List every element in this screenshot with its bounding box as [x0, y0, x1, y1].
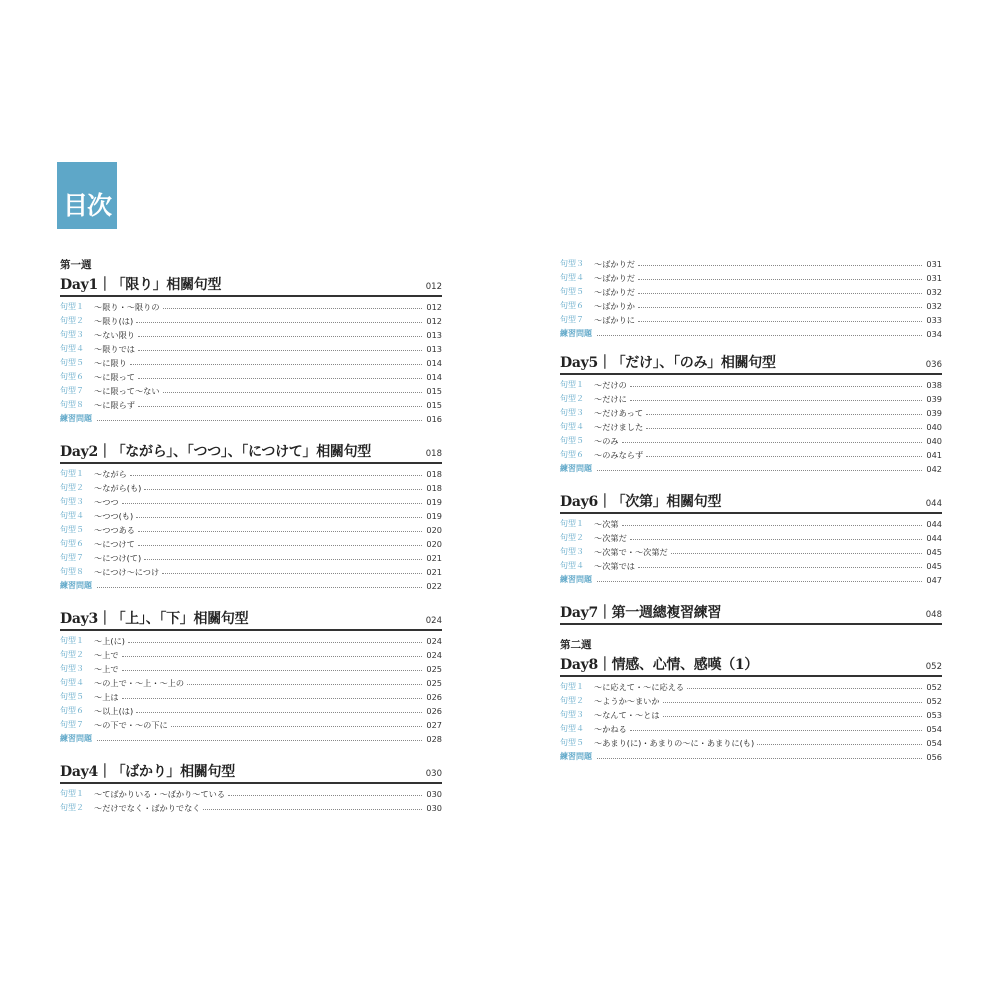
dot-leader [163, 392, 423, 393]
toc-entry[interactable] [60, 342, 442, 356]
entry-page-number: 026 [426, 706, 442, 716]
entry-label: 句型６ [560, 450, 584, 459]
toc-entry[interactable] [560, 531, 942, 545]
entry-label: 句型４ [560, 273, 584, 282]
entry-label: 練習問題 [60, 414, 92, 423]
dot-leader [130, 364, 423, 365]
day4-continued-list [560, 254, 942, 341]
entry-page-number: 056 [926, 752, 942, 762]
day-heading[interactable] [560, 350, 942, 375]
entry-page-number: 031 [926, 273, 942, 283]
entry-page-number: 027 [426, 720, 442, 730]
entry-label: 句型６ [60, 372, 84, 381]
entry-text: 〜だけました [594, 422, 644, 432]
entry-page-number: 025 [426, 678, 442, 688]
entry-label: 句型３ [60, 330, 84, 339]
entry-label: 練習問題 [560, 329, 592, 338]
day-entries [560, 677, 942, 764]
entry-label: 句型３ [560, 259, 584, 268]
toc-entry[interactable] [60, 467, 442, 481]
entry-label: 句型３ [560, 547, 584, 556]
entry-page-number: 018 [426, 469, 442, 479]
entry-text: 〜あまり(に)・あまりの〜に・あまりに(も) [594, 738, 755, 748]
entry-page-number: 034 [926, 329, 942, 339]
toc-entry[interactable] [560, 545, 942, 559]
dot-leader [663, 702, 923, 703]
entry-text: 〜ばかりに [594, 315, 635, 325]
dot-leader [638, 321, 922, 322]
entry-text: 〜限り・〜限りの [94, 302, 160, 312]
entry-label: 句型１ [560, 380, 584, 389]
entry-text: 〜次第では [594, 561, 635, 571]
day-heading[interactable] [560, 489, 942, 514]
entry-label: 句型２ [60, 803, 84, 812]
day-entries [60, 464, 442, 593]
entry-page-number: 053 [926, 710, 942, 720]
entry-text: 〜以上(は) [94, 706, 134, 716]
entry-text: 〜かねる [594, 724, 627, 734]
entry-page-number: 014 [426, 358, 442, 368]
entry-text: 〜につけて [94, 539, 135, 549]
entry-text: 〜ばかりか [594, 301, 635, 311]
day-section [60, 272, 442, 426]
dot-leader [630, 400, 923, 401]
entry-page-number: 015 [426, 400, 442, 410]
entry-text: 〜に限って [94, 372, 135, 382]
entry-text: 〜につけ〜につけ [94, 567, 160, 577]
day-page-number: 024 [425, 616, 442, 626]
toc-entry[interactable] [560, 392, 942, 406]
entry-page-number: 021 [426, 553, 442, 563]
entry-page-number: 045 [926, 561, 942, 571]
dot-leader [646, 456, 922, 457]
dot-leader [597, 758, 922, 759]
day-title: Day8｜情感、心情、感嘆（1） [560, 657, 759, 673]
entry-page-number: 021 [426, 567, 442, 577]
entry-text: 〜ばかりだ [594, 273, 635, 283]
dot-leader [144, 559, 422, 560]
entry-page-number: 028 [426, 734, 442, 744]
entry-page-number: 032 [926, 301, 942, 311]
day-heading[interactable] [60, 606, 442, 631]
dot-leader [138, 378, 422, 379]
entry-label: 句型４ [560, 724, 584, 733]
toc-entry[interactable] [60, 398, 442, 412]
day-section [560, 350, 942, 476]
entry-label: 句型１ [60, 789, 84, 798]
day-section [560, 652, 942, 764]
toc-entry[interactable] [560, 517, 942, 531]
entry-text: 〜限りでは [94, 344, 135, 354]
dot-leader [97, 740, 422, 741]
entry-text: 〜ない限り [94, 330, 135, 340]
entry-label: 句型８ [60, 567, 84, 576]
entry-page-number: 020 [426, 539, 442, 549]
entry-page-number: 012 [426, 316, 442, 326]
entry-page-number: 015 [426, 386, 442, 396]
entry-label: 句型５ [60, 692, 84, 701]
entry-label: 句型２ [560, 533, 584, 542]
dot-leader [597, 581, 922, 582]
day-title: Day3｜「上」、「下」相關句型 [60, 611, 249, 627]
entry-label: 句型４ [60, 344, 84, 353]
entry-label: 句型４ [60, 511, 84, 520]
toc-entry[interactable] [560, 736, 942, 750]
entry-page-number: 047 [926, 575, 942, 585]
week-heading: 第一週 [60, 259, 92, 271]
entry-page-number: 019 [426, 511, 442, 521]
entry-label: 句型２ [60, 483, 84, 492]
entry-text: 〜つつ [94, 497, 119, 507]
entry-label: 句型１ [560, 682, 584, 691]
dot-leader [122, 656, 423, 657]
toc-entry[interactable] [60, 648, 442, 662]
entry-label: 句型４ [60, 678, 84, 687]
entry-page-number: 044 [926, 519, 942, 529]
dot-leader [671, 553, 923, 554]
toc-entry-practice[interactable] [60, 412, 442, 426]
entry-label: 句型３ [60, 497, 84, 506]
day-entries [560, 375, 942, 476]
entry-label: 句型７ [560, 315, 584, 324]
toc-entry-practice[interactable] [560, 327, 942, 341]
toc-entry[interactable] [60, 481, 442, 495]
entry-page-number: 014 [426, 372, 442, 382]
entry-page-number: 024 [426, 636, 442, 646]
entry-label: 句型６ [60, 706, 84, 715]
dot-leader [171, 726, 423, 727]
day-section [560, 600, 942, 625]
dot-leader [122, 670, 423, 671]
toc-entry[interactable] [560, 313, 942, 327]
day-page-number: 030 [425, 769, 442, 779]
entry-text: 〜に応えて・〜に応える [594, 682, 685, 692]
day-entries [60, 631, 442, 746]
entry-page-number: 026 [426, 692, 442, 702]
toc-entry[interactable] [560, 299, 942, 313]
entry-text: 〜なんて・〜とは [594, 710, 660, 720]
day-title: Day2｜「ながら」、「つつ」、「につけて」相關句型 [60, 444, 372, 460]
day-entries [60, 297, 442, 426]
entry-page-number: 054 [926, 738, 942, 748]
dot-leader [638, 293, 922, 294]
dot-leader [597, 470, 922, 471]
entry-label: 句型３ [60, 664, 84, 673]
entry-text: 〜ばかりだ [594, 259, 635, 269]
toc-entry-practice[interactable] [560, 750, 942, 764]
toc-entry[interactable] [60, 551, 442, 565]
day-title: Day6｜「次第」相關句型 [560, 494, 722, 510]
entry-label: 句型３ [560, 408, 584, 417]
entry-label: 句型７ [60, 553, 84, 562]
entry-page-number: 016 [426, 414, 442, 424]
toc-entry[interactable] [560, 434, 942, 448]
entry-page-number: 025 [426, 664, 442, 674]
entry-page-number: 024 [426, 650, 442, 660]
entry-page-number: 041 [926, 450, 942, 460]
toc-entry[interactable] [60, 565, 442, 579]
entry-label: 句型６ [560, 301, 584, 310]
entry-label: 句型１ [560, 519, 584, 528]
day-heading[interactable] [560, 600, 942, 625]
entry-label: 句型５ [60, 358, 84, 367]
toc-entry[interactable] [560, 285, 942, 299]
dot-leader [622, 442, 923, 443]
entry-text: 〜ながら [94, 469, 127, 479]
dot-leader [187, 684, 422, 685]
entry-page-number: 040 [926, 436, 942, 446]
dot-leader [646, 414, 922, 415]
toc-column-left [60, 258, 442, 819]
day-entries [60, 784, 442, 815]
entry-text: 〜次第 [594, 519, 619, 529]
entry-page-number: 032 [926, 287, 942, 297]
entry-text: 〜だけあって [594, 408, 644, 418]
entry-label: 句型１ [60, 302, 84, 311]
entry-text: 〜上で [94, 664, 119, 674]
dot-leader [163, 308, 423, 309]
entry-label: 句型１ [60, 636, 84, 645]
dot-leader [638, 567, 922, 568]
toc-entry[interactable] [60, 787, 442, 801]
dot-leader [663, 716, 923, 717]
dot-leader [138, 406, 422, 407]
entry-label: 句型４ [560, 422, 584, 431]
entry-text: 〜ばかりだ [594, 287, 635, 297]
entry-text: 〜に限り [94, 358, 127, 368]
entry-label: 句型５ [560, 436, 584, 445]
dot-leader [138, 350, 422, 351]
entry-text: 〜つつある [94, 525, 135, 535]
entry-label: 句型５ [560, 738, 584, 747]
toc-entry[interactable] [60, 300, 442, 314]
entry-page-number: 038 [926, 380, 942, 390]
day-page-number: 012 [425, 282, 442, 292]
day-page-number: 048 [925, 610, 942, 620]
entry-text: 〜次第だ [594, 533, 627, 543]
entry-page-number: 039 [926, 394, 942, 404]
toc-entry[interactable] [560, 406, 942, 420]
day-title: Day1｜「限り」相關句型 [60, 277, 222, 293]
dot-leader [203, 809, 422, 810]
day-entries [560, 514, 942, 587]
entry-label: 句型７ [60, 386, 84, 395]
toc-entry-practice[interactable] [60, 579, 442, 593]
entry-page-number: 052 [926, 682, 942, 692]
entry-label: 句型５ [60, 525, 84, 534]
toc-column-right [560, 254, 942, 768]
entry-page-number: 042 [926, 464, 942, 474]
toc-entry[interactable] [60, 509, 442, 523]
toc-entry-practice[interactable] [60, 732, 442, 746]
entry-page-number: 033 [926, 315, 942, 325]
toc-entry[interactable] [60, 801, 442, 815]
entry-text: 〜のみ [594, 436, 619, 446]
entry-page-number: 019 [426, 497, 442, 507]
entry-text: 〜に限って〜ない [94, 386, 160, 396]
entry-page-number: 040 [926, 422, 942, 432]
toc-entry[interactable] [560, 559, 942, 573]
entry-label: 句型２ [60, 316, 84, 325]
entry-label: 句型４ [560, 561, 584, 570]
toc-entry[interactable] [60, 356, 442, 370]
toc-entry[interactable] [560, 271, 942, 285]
day-page-number: 036 [925, 360, 942, 370]
entry-text: 〜の上で・〜上・〜上の [94, 678, 185, 688]
entry-text: 〜上で [94, 650, 119, 660]
day-page-number: 052 [925, 662, 942, 672]
day-heading[interactable] [60, 759, 442, 784]
toc-entry[interactable] [560, 694, 942, 708]
day-page-number: 018 [425, 449, 442, 459]
dot-leader [138, 336, 422, 337]
toc-entry[interactable] [60, 662, 442, 676]
dot-leader [630, 386, 923, 387]
toc-title: 目次 [57, 162, 117, 229]
toc-entry[interactable] [560, 722, 942, 736]
dot-leader [128, 642, 422, 643]
dot-leader [638, 307, 922, 308]
dot-leader [144, 489, 422, 490]
dot-leader [597, 335, 922, 336]
dot-leader [136, 712, 422, 713]
day-section [60, 606, 442, 746]
entry-page-number: 022 [426, 581, 442, 591]
entry-text: 〜につけ(て) [94, 553, 142, 563]
entry-text: 〜の下で・〜の下に [94, 720, 168, 730]
dot-leader [136, 322, 422, 323]
entry-label: 句型５ [560, 287, 584, 296]
toc-entry[interactable] [60, 314, 442, 328]
entry-page-number: 052 [926, 696, 942, 706]
toc-entry[interactable] [60, 690, 442, 704]
entry-text: 〜に限らず [94, 400, 135, 410]
entry-text: 〜限り(は) [94, 316, 134, 326]
dot-leader [228, 795, 422, 796]
toc-entry[interactable] [560, 257, 942, 271]
entry-page-number: 039 [926, 408, 942, 418]
entry-text: 〜だけの [594, 380, 627, 390]
dot-leader [122, 503, 423, 504]
entry-text: 〜だけに [594, 394, 627, 404]
toc-entry[interactable] [60, 704, 442, 718]
day-heading[interactable] [60, 439, 442, 464]
dot-leader [122, 698, 423, 699]
entry-label: 句型２ [60, 650, 84, 659]
toc-entry-practice[interactable] [560, 573, 942, 587]
toc-entry[interactable] [60, 495, 442, 509]
entry-page-number: 054 [926, 724, 942, 734]
dot-leader [130, 475, 423, 476]
week-heading: 第二週 [560, 639, 592, 651]
day-title: Day7｜第一週總複習練習 [560, 605, 722, 621]
entry-page-number: 018 [426, 483, 442, 493]
entry-label: 句型２ [560, 696, 584, 705]
entry-text: 〜てばかりいる・〜ばかり〜ている [94, 789, 226, 799]
entry-label: 練習問題 [560, 464, 592, 473]
entry-text: 〜だけでなく・ばかりでなく [94, 803, 201, 813]
dot-leader [638, 279, 922, 280]
day-section [560, 489, 942, 587]
entry-page-number: 013 [426, 330, 442, 340]
dot-leader [630, 539, 923, 540]
entry-label: 句型７ [60, 720, 84, 729]
toc-entry[interactable] [60, 718, 442, 732]
toc-entry[interactable] [60, 537, 442, 551]
entry-text: 〜次第で・〜次第だ [594, 547, 668, 557]
dot-leader [97, 420, 422, 421]
entry-page-number: 013 [426, 344, 442, 354]
dot-leader [162, 573, 422, 574]
entry-text: 〜つつ(も) [94, 511, 134, 521]
entry-label: 練習問題 [560, 752, 592, 761]
dot-leader [97, 587, 422, 588]
toc-entry[interactable] [560, 420, 942, 434]
toc-entry[interactable] [560, 680, 942, 694]
entry-page-number: 031 [926, 259, 942, 269]
entry-label: 練習問題 [60, 581, 92, 590]
dot-leader [646, 428, 922, 429]
day-heading[interactable] [560, 652, 942, 677]
entry-page-number: 044 [926, 533, 942, 543]
toc-entry[interactable] [60, 676, 442, 690]
entry-label: 句型３ [560, 710, 584, 719]
entry-page-number: 045 [926, 547, 942, 557]
dot-leader [136, 517, 422, 518]
toc-entry[interactable] [560, 708, 942, 722]
dot-leader [138, 545, 423, 546]
day-page-number: 044 [925, 499, 942, 509]
entry-page-number: 012 [426, 302, 442, 312]
toc-entry[interactable] [560, 378, 942, 392]
entry-label: 句型８ [60, 400, 84, 409]
dot-leader [630, 730, 923, 731]
entry-text: 〜上は [94, 692, 119, 702]
entry-text: 〜のみならず [594, 450, 644, 460]
dot-leader [687, 688, 922, 689]
dot-leader [638, 265, 922, 266]
entry-text: 〜上(に) [94, 636, 125, 646]
entry-page-number: 030 [426, 789, 442, 799]
day-title: Day5｜「だけ」、「のみ」相關句型 [560, 355, 776, 371]
entry-label: 練習問題 [60, 734, 92, 743]
entry-text: 〜ながら(も) [94, 483, 142, 493]
toc-entry[interactable] [60, 370, 442, 384]
day-heading[interactable] [60, 272, 442, 297]
toc-entry[interactable] [60, 523, 442, 537]
toc-entry[interactable] [60, 384, 442, 398]
toc-entry-practice[interactable] [560, 462, 942, 476]
entry-page-number: 020 [426, 525, 442, 535]
entry-label: 練習問題 [560, 575, 592, 584]
toc-entry[interactable] [60, 634, 442, 648]
entry-label: 句型２ [560, 394, 584, 403]
toc-entry[interactable] [560, 448, 942, 462]
day-title: Day4｜「ばかり」相關句型 [60, 764, 235, 780]
day-section [60, 759, 442, 815]
dot-leader [138, 531, 422, 532]
entry-label: 句型１ [60, 469, 84, 478]
dot-leader [757, 744, 922, 745]
dot-leader [622, 525, 923, 526]
entry-label: 句型６ [60, 539, 84, 548]
entry-text: 〜ようか〜まいか [594, 696, 660, 706]
toc-entry[interactable] [60, 328, 442, 342]
entry-page-number: 030 [426, 803, 442, 813]
day-section [60, 439, 442, 593]
